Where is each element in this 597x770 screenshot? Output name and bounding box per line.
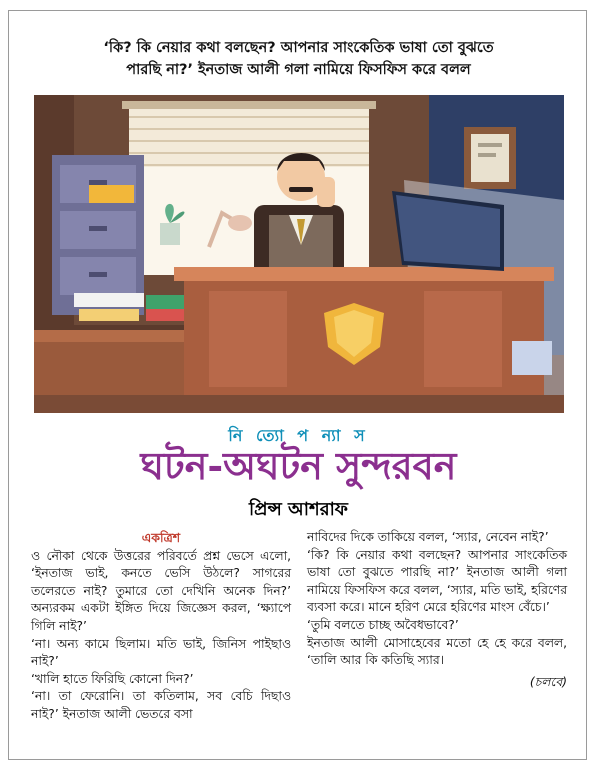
- pull-quote: [9, 37, 588, 81]
- chapter-heading: একত্রিশ: [141, 530, 181, 545]
- left-column: [31, 529, 291, 724]
- left-paragraph-4: ‘না। তা ফেরোনি। তা কতিলাম, সব বেচি দিছাও নাই?’ ইনতাজ আলী ভেতরে বসা: [31, 689, 291, 721]
- pull-quote-line-1: ‘কি? কি নেয়ার কথা বলছেন? আপনার সাংকেতিক ভাষা তো বুঝতে: [103, 40, 494, 56]
- left-paragraph-2: ‘না। অন্য কামে ছিলাম। মতি ভাই, জিনিস পাইছাও নাই?’: [31, 636, 291, 669]
- continued-note: (চলবে): [529, 674, 567, 689]
- right-paragraph-3: ‘তুমি বলতে চাচ্ছ অবৈধভাবে?’: [307, 617, 459, 632]
- right-column: [307, 529, 567, 691]
- left-paragraph-3: ‘খালি হাতে ফিরিছি কোনো দিন?’: [31, 671, 194, 686]
- right-paragraph-2: ‘কি? কি নেয়ার কথা বলছেন? আপনার সাংকেতিক ভাষা তো বুঝতে পারছি না?’ ইনতাজ আলী গলা নামিয়ে ফিসফিস করে বলল, ‘স্যার, মতি ভাই, হরিণের ব্যবসা করে। মানে হরিণ মেরে হরিণের মাংস বেঁচে।’: [307, 547, 567, 615]
- right-paragraph-4: ইনতাজ আলী মোসাহেবের মতো হে হে করে বলল, ‘তালি আর কি কতিছি স্যার।: [307, 635, 567, 668]
- author-name: প্রিন্স আশরাফ: [249, 499, 348, 520]
- series-label: নি ত্যো প ন্যা স: [228, 426, 369, 445]
- left-paragraph-1: ও নৌকা থেকে উত্তরের পরিবর্তে প্রশ্ন ভেসে এলো, ‘ইনতাজ ভাই, কনতে ভেসি উঠলে? সাগরের তলেরতে নাই? তুমারে তো দেখিনি অনেক দিন?’ অন্যরকম একটা ইঙ্গিত দিয়ে জিজ্ঞেস করল, ‘ক্ষ্যাপে গিলি নাই?’: [31, 548, 291, 633]
- serial-title: ঘটন-অঘটন সুন্দরবন: [140, 443, 457, 488]
- pull-quote-line-2: পারছি না?’ ইনতাজ আলী গলা নামিয়ে ফিসফিস করে বলল: [126, 62, 471, 78]
- office-illustration: [34, 95, 564, 413]
- article-frame: [8, 10, 587, 760]
- right-paragraph-1: নাবিদের দিকে তাকিয়ে বলল, ‘স্যার, নেবেন নাই?’: [307, 530, 549, 544]
